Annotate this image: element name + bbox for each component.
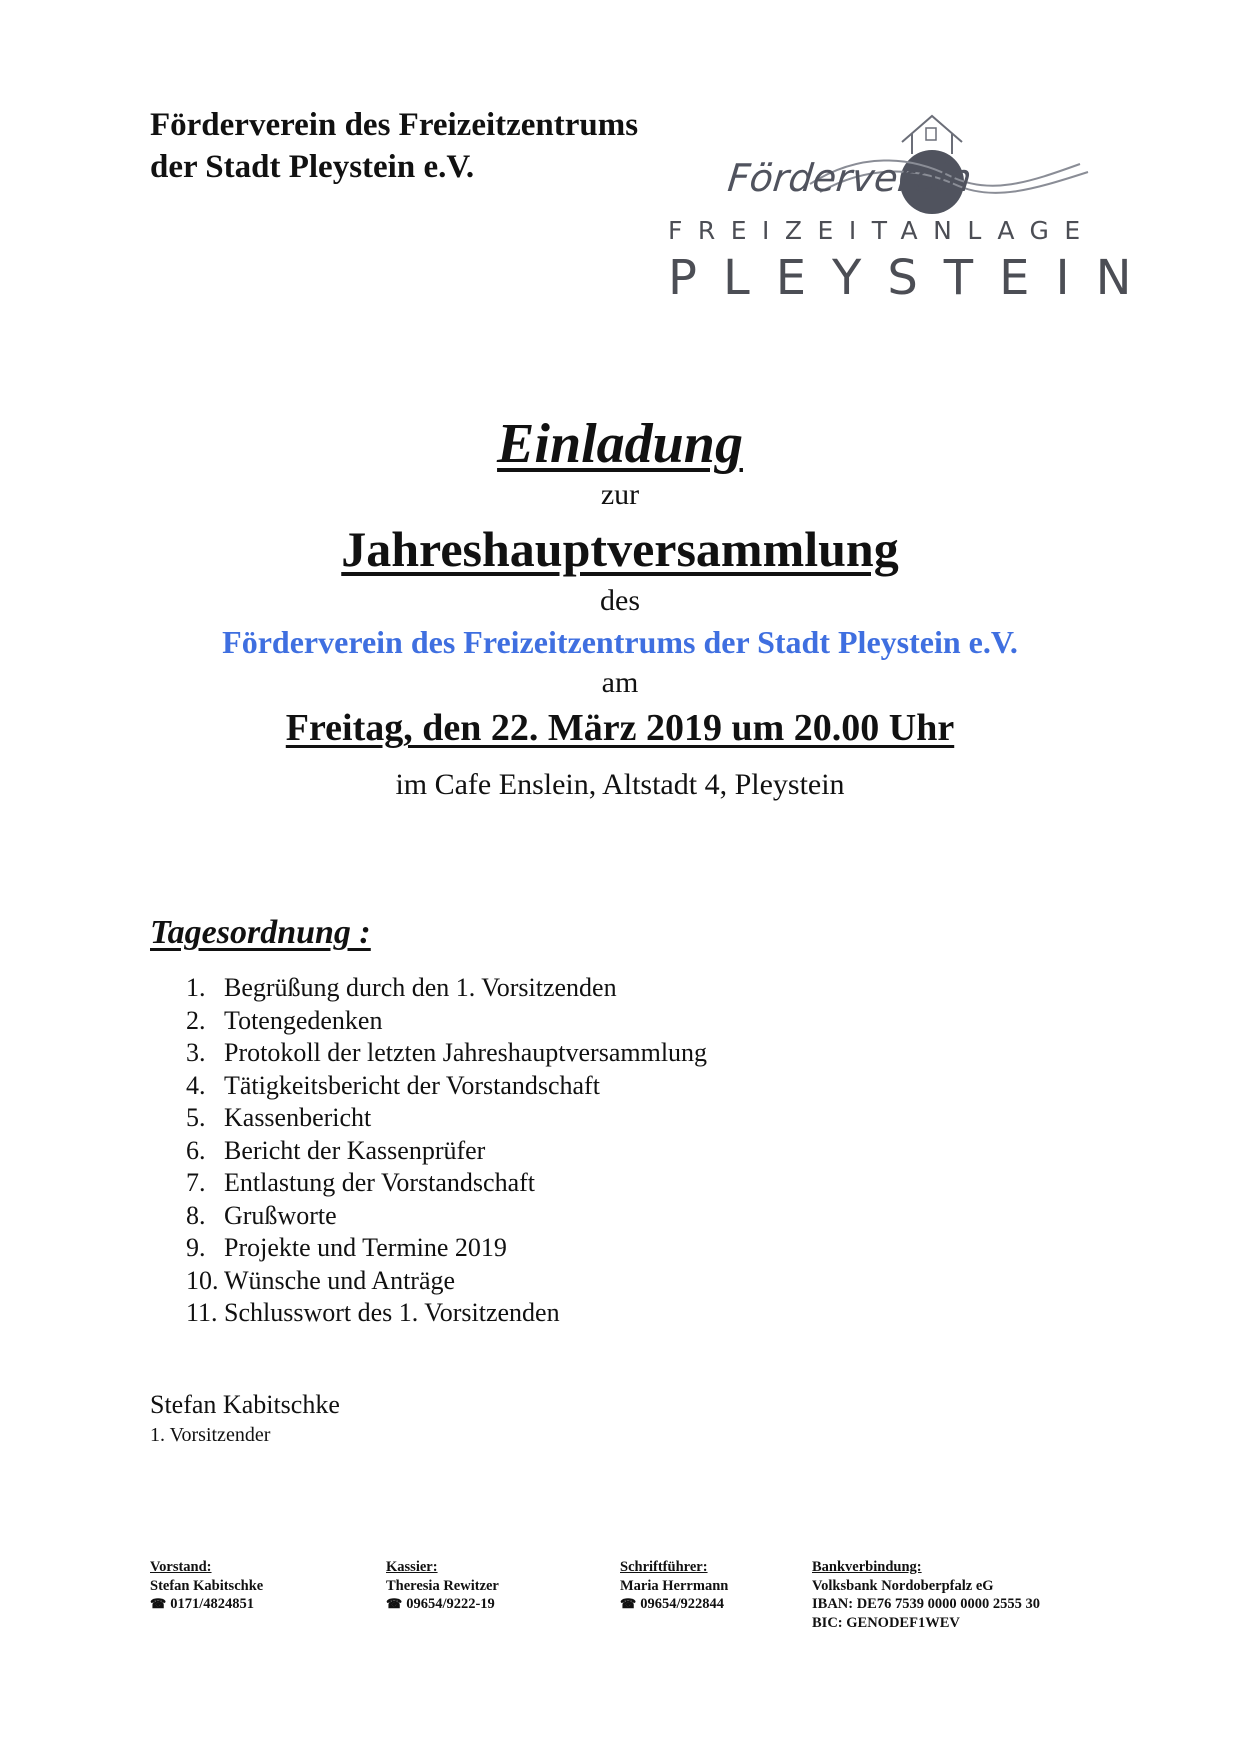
agenda-item: [186, 1135, 707, 1168]
footer-schriftfuehrer-name: Maria Herrmann: [620, 1577, 729, 1594]
telephone-icon: ☎: [386, 1596, 403, 1611]
footer-bank: [812, 1558, 1040, 1632]
agenda-item: [186, 1200, 707, 1233]
footer-vorstand: [150, 1558, 263, 1614]
telephone-icon: ☎: [620, 1596, 637, 1611]
footer-bank-label: Bankverbindung:: [812, 1559, 922, 1575]
agenda-item-text: Grußworte: [224, 1200, 337, 1230]
agenda-item-number: 5.: [186, 1103, 206, 1132]
organization-name-line2: der Stadt Pleystein e.V.: [150, 149, 475, 185]
invitation-des: des: [600, 584, 640, 617]
agenda-item-number: 10.: [186, 1265, 219, 1295]
invitation-organization: Förderverein des Freizeitzentrums der Stadt Pleystein e.V.: [222, 624, 1018, 660]
agenda-item-number: 2.: [186, 1005, 206, 1035]
invitation-title: Einladung: [497, 413, 743, 475]
organization-header: [150, 104, 638, 188]
agenda-item: [186, 1265, 707, 1298]
footer-kassier-name: Theresia Rewitzer: [386, 1577, 499, 1594]
agenda-item-text: Tätigkeitsbericht der Vorstandschaft: [224, 1070, 600, 1100]
agenda-item: [186, 1037, 707, 1070]
agenda-item-number: 9.: [186, 1233, 206, 1262]
agenda-item-text: Totengedenken: [224, 1005, 383, 1035]
agenda-item: [186, 1167, 707, 1200]
footer-vorstand-name: Stefan Kabitschke: [150, 1577, 264, 1594]
signature-role: 1. Vorsitzender: [150, 1424, 271, 1446]
agenda-list: [186, 972, 707, 1330]
footer-bank-bic: BIC: GENODEF1WEV: [812, 1614, 960, 1631]
event-name: Jahreshauptversammlung: [341, 521, 899, 577]
footer-schriftfuehrer-phone: 09654/922844: [640, 1596, 724, 1612]
agenda-item-text: Bericht der Kassenprüfer: [224, 1135, 486, 1165]
event-location: im Cafe Enslein, Altstadt 4, Pleystein: [395, 768, 845, 801]
agenda-item-number: 7.: [186, 1168, 206, 1197]
footer-vorstand-phone: 0171/4824851: [170, 1596, 254, 1612]
agenda-item-number: 8.: [186, 1200, 206, 1230]
agenda-item-number: 1.: [186, 973, 206, 1002]
event-date: Freitag, den 22. März 2019 um 20.00 Uhr: [285, 707, 955, 749]
footer-schriftfuehrer: [620, 1558, 728, 1614]
invitation-zur: zur: [600, 478, 640, 511]
footer-kassier: [386, 1558, 499, 1614]
footer-schriftfuehrer-label: Schriftführer:: [620, 1559, 708, 1575]
footer-kassier-phone: 09654/9222-19: [406, 1596, 495, 1612]
telephone-icon: ☎: [150, 1596, 167, 1611]
agenda-item-text: Wünsche und Anträge: [224, 1265, 456, 1295]
agenda-item: [186, 1102, 707, 1135]
agenda-item: [186, 1297, 707, 1330]
agenda-item: [186, 1070, 707, 1103]
logo: [660, 112, 1158, 306]
agenda-item-text: Begrüßung durch den 1. Vorsitzenden: [224, 973, 617, 1002]
agenda-item-text: Projekte und Termine 2019: [224, 1233, 507, 1262]
footer-bank-iban: IBAN: DE76 7539 0000 0000 2555 30: [812, 1596, 1040, 1612]
agenda-item: [186, 1005, 707, 1038]
signature-name: Stefan Kabitschke: [150, 1390, 340, 1419]
invitation-am: am: [601, 666, 639, 699]
logo-text-line2: PLEYSTEIN: [668, 250, 1158, 306]
agenda-item-number: 11.: [186, 1298, 218, 1327]
logo-script-text: Förderverein: [725, 156, 974, 200]
agenda-title: Tagesordnung :: [150, 914, 371, 951]
footer-kassier-label: Kassier:: [386, 1559, 438, 1575]
footer-vorstand-label: Vorstand:: [150, 1559, 212, 1575]
footer-bank-name: Volksbank Nordoberpfalz eG: [812, 1577, 994, 1594]
organization-name-line1: Förderverein des Freizeitzentrums: [150, 107, 639, 143]
agenda-item: [186, 972, 707, 1005]
agenda-item-number: 4.: [186, 1070, 206, 1100]
agenda-item-number: 3.: [186, 1038, 206, 1067]
agenda-item: [186, 1232, 707, 1265]
agenda-item-text: Kassenbericht: [224, 1103, 372, 1132]
agenda-item-number: 6.: [186, 1135, 206, 1165]
agenda-item-text: Entlastung der Vorstandschaft: [224, 1168, 535, 1197]
agenda-item-text: Schlusswort des 1. Vorsitzenden: [224, 1298, 560, 1327]
logo-text-line1: FREIZEITANLAGE: [668, 216, 1096, 245]
agenda-item-text: Protokoll der letzten Jahreshauptversammlung: [224, 1038, 708, 1067]
